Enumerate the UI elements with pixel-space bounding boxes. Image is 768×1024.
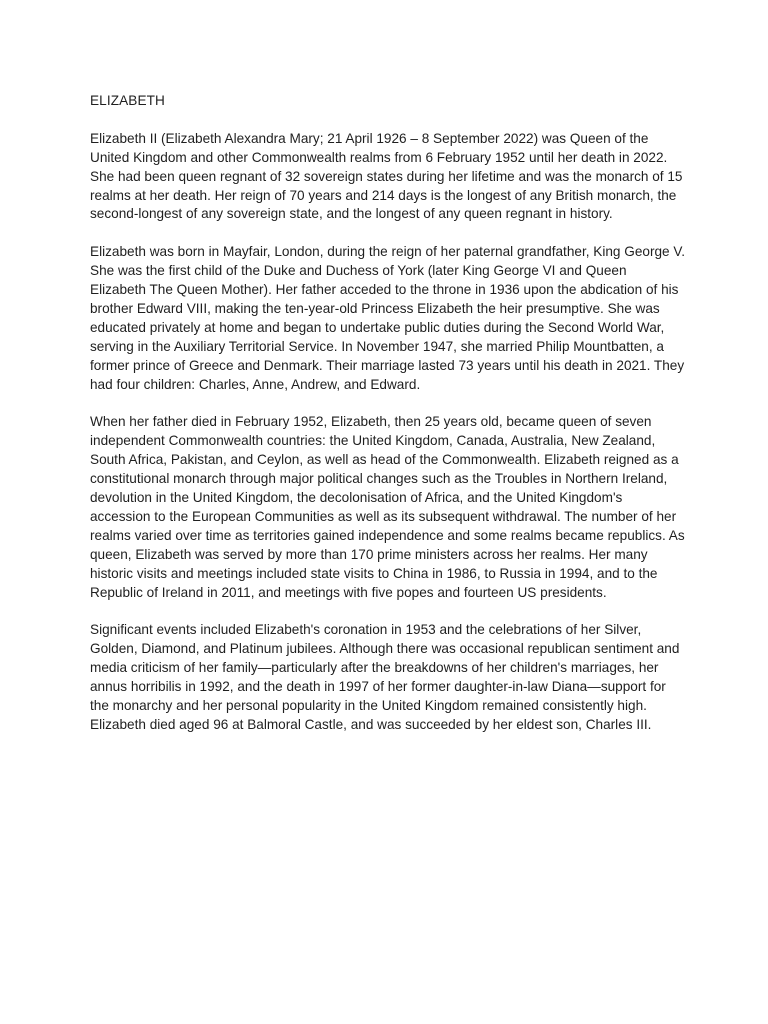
paragraph-reign: When her father died in February 1952, Elizabeth, then 25 years old, became queen of seven independent Commonwealth countries: the United Kingdom, Canada, Australia, New Zealand, South Africa, Pakistan, and Ceylon, as well as head of the Commonwealth. Elizabeth reigned as a constitutional monarch through major political changes such as the Troubles in Northern Ireland, devolution in the United Kingdom, the decolonisation of Africa, and the United Kingdom's accession to the European Communities as well as its subsequent withdrawal. The number of her realms varied over time as territories gained independence and some realms became republics. As queen, Elizabeth was served by more than 170 prime ministers across her realms. Her many historic visits and meetings included state visits to China in 1986, to Russia in 1994, and to the Republic of Ireland in 2011, and meetings with five popes and fourteen US presidents. xyxy=(90,414,685,600)
paragraph-intro: Elizabeth II (Elizabeth Alexandra Mary; 21 April 1926 – 8 September 2022) was Queen of the United Kingdom and other Commonwealth realms from 6 February 1952 until her death in 2022. She had been queen regnant of 32 sovereign states during her lifetime and was the monarch of 15 realms at her death. Her reign of 70 years and 214 days is the longest of any British monarch, the second-longest of any sovereign state, and the longest of any queen regnant in history. xyxy=(90,130,683,222)
paragraph-early-life: Elizabeth was born in Mayfair, London, during the reign of her paternal grandfather, King George V. She was the first child of the Duke and Duchess of York (later King George VI and Queen Elizabeth The Queen Mother). Her father acceded to the throne in 1936 upon the abdication of his brother Edward VIII, making the ten-year-old Princess Elizabeth the heir presumptive. She was educated privately at home and began to undertake public duties during the Second World War, serving in the Auxiliary Territorial Service. In November 1947, she married Philip Mountbatten, a former prince of Greece and Denmark. Their marriage lasted 73 years until his death in 2021. They had four children: Charles, Anne, Andrew, and Edward. xyxy=(90,244,685,392)
document-title: ELIZABETH xyxy=(90,93,165,108)
paragraph-significant-events: Significant events included Elizabeth's coronation in 1953 and the celebrations of her Silver, Golden, Diamond, and Platinum jubilees. Although there was occasional republican sentiment and media criticism of her family—particularly after the breakdowns of her children's marriages, her annus horribilis in 1992, and the death in 1997 of her former daughter-in-law Diana—support for the monarchy and her personal popularity in the United Kingdom remained consistently high. Elizabeth died aged 96 at Balmoral Castle, and was succeeded by her eldest son, Charles III. xyxy=(90,622,680,732)
document-body xyxy=(90,92,685,754)
